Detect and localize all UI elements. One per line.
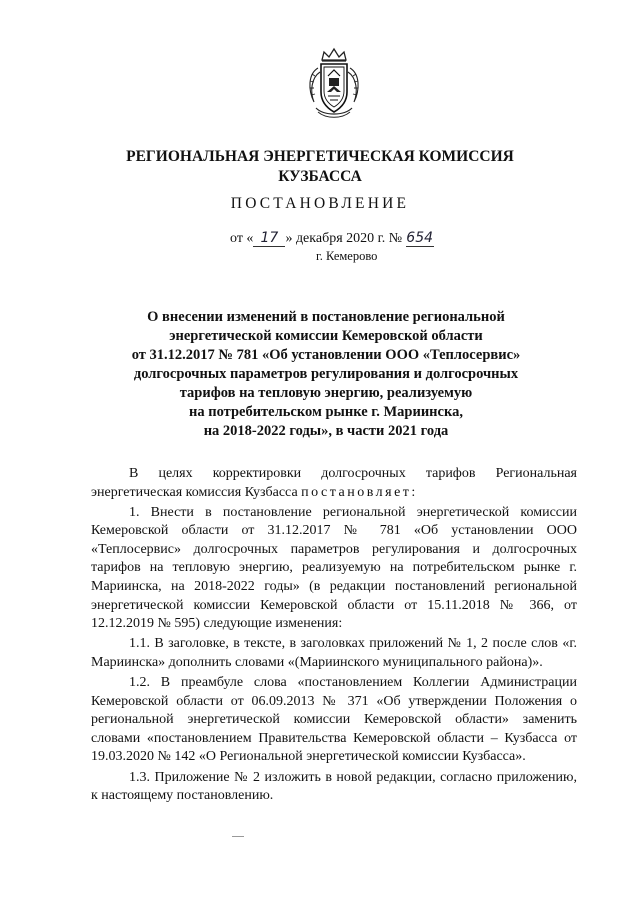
point-1-1: 1.1. В заголовке, в тексте, в заголовках приложений № 1, 2 после слов «г. Мариинска» дополнить словами «(Мариинского муниципального района)». [91, 636, 577, 670]
subject-line: долгосрочных параметров регулирования и долгосрочных [133, 366, 519, 382]
organization-name: РЕГИОНАЛЬНАЯ ЭНЕРГЕТИЧЕСКАЯ КОМИССИЯ [126, 148, 514, 165]
subject-line: от 31.12.2017 № 781 «Об установлении ООО «Теплосервис» [131, 347, 521, 363]
subject-line: О внесении изменений в постановление региональной [147, 309, 505, 325]
coat-of-arms-emblem [304, 46, 364, 122]
document-date-line [230, 230, 434, 247]
scan-mark [232, 836, 244, 837]
document-city: г. Кемерово [316, 249, 378, 263]
organization-name-region: КУЗБАССА [278, 168, 362, 185]
subject-line: на 2018-2022 годы», в части 2021 года [203, 423, 449, 439]
date-prefix: от « [230, 231, 254, 246]
subject-line: на потребительском рынке г. Мариинска, [189, 404, 463, 420]
document-body [91, 465, 577, 806]
subject-line: энергетической комиссии Кемеровской области [169, 328, 483, 344]
date-day-handwritten: 17 [253, 230, 285, 247]
date-suffix: » декабря 2020 г. № [285, 231, 403, 246]
document-number-handwritten: 654 [406, 230, 434, 246]
document-subject [96, 308, 556, 441]
intro-paragraph [91, 465, 577, 502]
point-1-3: 1.3. Приложение № 2 изложить в новой редакции, согласно приложению, к настоящему постановлению. [91, 769, 577, 804]
resolves-verb: постановляет: [301, 484, 418, 500]
intro-text: В целях корректировки долгосрочных тарифов Региональная энергетическая комиссия Кузбасса [91, 466, 577, 500]
point-1: 1. Внести в постановление региональной энергетической комиссии Кемеровской области от 31.12.2017 № 781 «Об установлении ООО «Теплосервис» долгосрочных параметров регулирования и долгосрочных тарифов на тепловую энергию, реализуемую на потребительском рынке г. Мариинска, на 2018-2022 годы» (в редакции постановлений региональной энергетической комиссии Кемеровской области от 15.11.2018 № 366, от 12.12.2019 № 595) следующие изменения: [91, 504, 577, 632]
point-1-2: 1.2. В преамбуле слова «постановлением Коллегии Администрации Кемеровской области от 06.09.2013 № 371 «Об утверждении Положения о региональной энергетической комиссии Кемеровской области» заменить словами «постановлением Правительства Кемеровской области – Кузбасса от 19.03.2020 № 142 «О Региональной энергетической комиссии Кузбасса». [91, 675, 577, 765]
subject-line: тарифов на тепловую энергию, реализуемую [179, 385, 473, 401]
document-type: ПОСТАНОВЛЕНИЕ [230, 195, 410, 212]
